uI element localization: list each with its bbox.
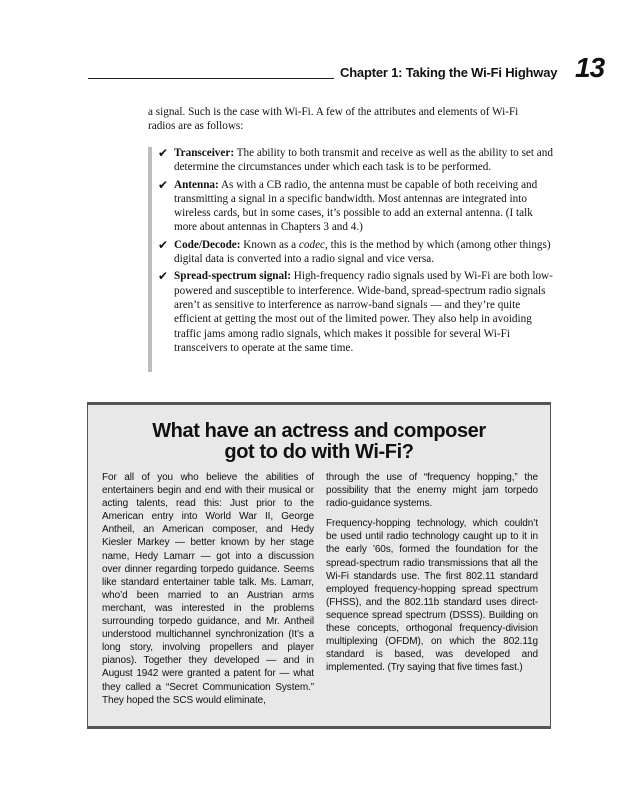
sidebar-paragraph: through the use of “frequency hopping,” the possibility that the enemy might jam torpedo radio-guidance systems. [326, 472, 538, 510]
sidebar-box [87, 402, 551, 729]
checkmark-icon: ✔ [158, 177, 169, 192]
intro-paragraph: a signal. Such is the case with Wi-Fi. A few of the attributes and elements of Wi-Fi radios are as follows: [148, 106, 519, 133]
bullet-text: this is the method by which (among other things) digital data is converted into a radio signal and vice versa. [174, 238, 551, 266]
bullet-item-spread-spectrum [158, 269, 554, 355]
chapter-title: Chapter 1: Taking the Wi-Fi Highway [340, 65, 558, 80]
bullet-text: Known as a [243, 238, 297, 251]
sidebar-paragraph: Frequency-hopping technology, which couldn’t be used until radio technology caught up to it in the early ’60s, formed the foundation for the spread-spectrum radio transmissions that all the Wi-Fi standards use. The first 802.11 standard employed frequency-hopping spread spectrum (FHSS), and the 802.11b standard uses direct-sequence spread spectrum (DSSS). Building on these concepts, orthogonal frequency-division multiplexing (OFDM), on which the 802.11g standard is based, was developed and implemented. (Try saying that five times fast.) [326, 518, 538, 674]
bullet-term: Transceiver: [174, 147, 235, 159]
bullet-list [158, 146, 554, 358]
bullet-text: High-frequency radio signals used by Wi-Fi are both low-powered and susceptible to interference. Wide-band, spread-spectrum radio signals aren’t as sensitive to interference as narrow-band signals — and they’re quite efficient at getting the most out of the limited power. They also help in avoiding traffic jams among radio signals, which makes it possible for several Wi-Fi transceivers to operate at the same time. [174, 270, 553, 354]
checkmark-icon: ✔ [158, 146, 169, 160]
bullet-text: The ability to both transmit and receive as well as the ability to set and determine the circumstances under which each task is to be performed. [174, 147, 553, 174]
bullet-list-bar [148, 147, 152, 372]
sidebar-title [88, 421, 550, 463]
sidebar-title-line2: got to do with Wi-Fi? [224, 441, 414, 463]
header-rule [88, 78, 334, 79]
bullet-item-antenna [158, 178, 554, 235]
checkmark-icon: ✔ [158, 237, 169, 252]
bullet-item-transceiver [158, 146, 554, 175]
page-number: 13 [575, 52, 605, 83]
bullet-term: Spread-spectrum signal: [174, 270, 291, 283]
sidebar-left-column [102, 471, 314, 714]
bullet-term: Code/Decode: [174, 238, 241, 251]
sidebar-right-column [326, 471, 538, 681]
bullet-item-codec [158, 238, 554, 267]
bullet-text-italic: codec, [298, 238, 328, 251]
bullet-term: Antenna: [174, 178, 219, 191]
sidebar-paragraph: For all of you who believe the abilities of entertainers begin and end with their musical or acting talents, read this: Just prior to the American entry into World War II, George Antheil, an American composer, and Hedy Kiesler Markey — better known by her stage name, Hedy Lamarr — got into a discussion over dinner regarding torpedo guidance. Seems like standard entertainer table talk. Ms. Lamarr, who’d been married to an Austrian arms merchant, was interested in the problems surrounding torpedo guidance, and Mr. Antheil understood multichannel synchronization (It’s a long story, involving propellers and player pianos). Together they developed — and in August 1942 were granted a patent for — what they called a “Secret Communication System.” They hoped the SCS would eliminate, [102, 472, 314, 706]
checkmark-icon: ✔ [158, 269, 169, 284]
sidebar-title-line1: What have an actress and composer [152, 420, 486, 442]
bullet-text: As with a CB radio, the antenna must be capable of both receiving and transmitting a signal in a specific bandwidth. Most antennas are integrated into wireless cards, but in some cases, it’s possible to add an external antenna. (I talk more about antennas in Chapters 3 and 4.) [174, 178, 538, 234]
